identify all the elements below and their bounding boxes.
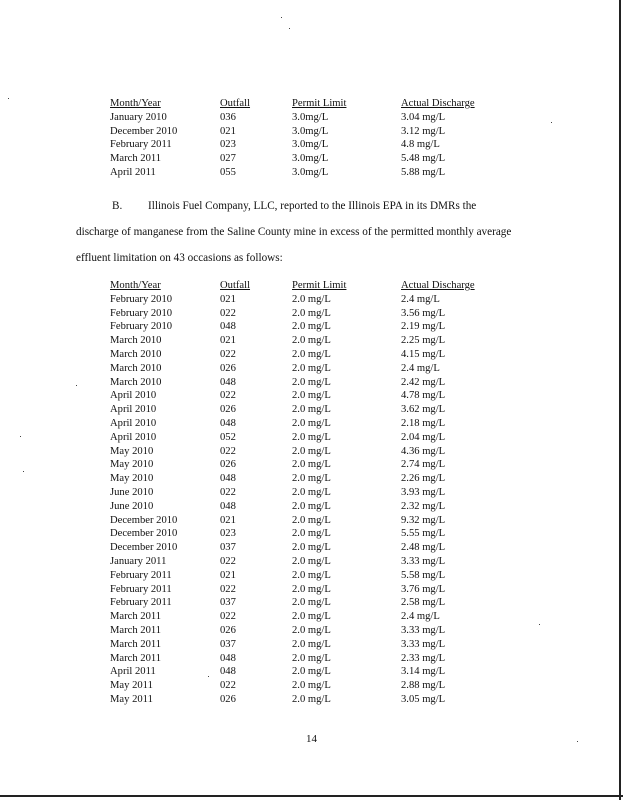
cell-month-year: December 2010 [110, 528, 178, 540]
table-row [110, 541, 511, 555]
paragraph-text-1: Illinois Fuel Company, LLC, reported to the Illinois EPA in its DMRs the [148, 200, 477, 212]
cell-actual-discharge: 2.25 mg/L [401, 335, 446, 347]
cell-outfall: 048 [220, 321, 236, 333]
cell-permit-limit: 2.0 mg/L [292, 666, 331, 678]
table-row [110, 348, 511, 362]
column-header-outfall: Outfall [220, 280, 251, 291]
cell-permit-limit: 3.0mg/L [292, 153, 329, 165]
scan-speck [20, 436, 21, 437]
cell-actual-discharge: 3.04 mg/L [401, 111, 446, 123]
cell-permit-limit: 2.0 mg/L [292, 459, 331, 471]
cell-permit-limit: 2.0 mg/L [292, 583, 331, 595]
cell-permit-limit: 3.0mg/L [292, 166, 329, 178]
cell-actual-discharge: 3.05 mg/L [401, 693, 446, 705]
cell-actual-discharge: 2.26 mg/L [401, 473, 446, 485]
table-row [110, 693, 511, 707]
cell-outfall: 022 [220, 611, 236, 623]
paragraph-line-3: effluent limitation on 43 occasions as follows: [76, 252, 283, 264]
cell-month-year: May 2011 [110, 693, 153, 705]
cell-month-year: December 2010 [110, 125, 178, 137]
column-header-actual-discharge: Actual Discharge [401, 280, 475, 291]
cell-month-year: May 2011 [110, 680, 153, 692]
cell-permit-limit: 2.0 mg/L [292, 404, 331, 416]
cell-permit-limit: 2.0 mg/L [292, 486, 331, 498]
cell-actual-discharge: 3.56 mg/L [401, 307, 446, 319]
cell-month-year: March 2010 [110, 362, 162, 374]
cell-permit-limit: 2.0 mg/L [292, 555, 331, 567]
table-row [110, 152, 511, 166]
cell-month-year: March 2011 [110, 652, 162, 664]
cell-permit-limit: 2.0 mg/L [292, 680, 331, 692]
cell-month-year: April 2010 [110, 404, 157, 416]
table-row [110, 652, 511, 666]
cell-permit-limit: 3.0mg/L [292, 139, 329, 151]
cell-permit-limit: 2.0 mg/L [292, 390, 331, 402]
cell-actual-discharge: 2.32 mg/L [401, 500, 446, 512]
cell-outfall: 036 [220, 111, 236, 123]
cell-outfall: 022 [220, 445, 236, 457]
cell-permit-limit: 2.0 mg/L [292, 597, 331, 609]
exceedance-table-1 [110, 97, 511, 180]
scan-speck [281, 17, 282, 18]
cell-month-year: February 2011 [110, 569, 172, 581]
cell-month-year: May 2010 [110, 459, 154, 471]
cell-outfall: 021 [220, 569, 236, 581]
table-body [110, 293, 511, 707]
table-row [110, 445, 511, 459]
table-row [110, 679, 511, 693]
scan-speck [23, 471, 24, 472]
cell-month-year: February 2011 [110, 597, 172, 609]
table-row [110, 569, 511, 583]
cell-outfall: 021 [220, 335, 236, 347]
cell-month-year: June 2010 [110, 500, 154, 512]
cell-month-year: March 2011 [110, 153, 162, 165]
cell-outfall: 026 [220, 693, 236, 705]
table-row [110, 596, 511, 610]
cell-outfall: 022 [220, 555, 236, 567]
table-row [110, 389, 511, 403]
cell-actual-discharge: 5.55 mg/L [401, 528, 446, 540]
cell-actual-discharge: 4.8 mg/L [401, 139, 440, 151]
cell-actual-discharge: 3.76 mg/L [401, 583, 446, 595]
cell-outfall: 026 [220, 624, 236, 636]
cell-outfall: 048 [220, 652, 236, 664]
paragraph-line-1 [112, 200, 592, 212]
scan-speck [289, 28, 290, 29]
cell-month-year: February 2011 [110, 139, 172, 151]
cell-actual-discharge: 3.14 mg/L [401, 666, 446, 678]
table-row [110, 376, 511, 390]
scan-border-right [619, 0, 621, 800]
cell-permit-limit: 2.0 mg/L [292, 638, 331, 650]
cell-actual-discharge: 4.15 mg/L [401, 348, 446, 360]
cell-actual-discharge: 3.33 mg/L [401, 624, 446, 636]
cell-outfall: 026 [220, 459, 236, 471]
cell-actual-discharge: 2.33 mg/L [401, 652, 446, 664]
cell-actual-discharge: 2.48 mg/L [401, 542, 446, 554]
cell-month-year: April 2010 [110, 417, 157, 429]
cell-outfall: 023 [220, 139, 236, 151]
cell-permit-limit: 2.0 mg/L [292, 514, 331, 526]
table-row [110, 307, 511, 321]
cell-outfall: 021 [220, 125, 236, 137]
cell-month-year: May 2010 [110, 445, 154, 457]
column-header-permit-limit: Permit Limit [292, 280, 347, 291]
cell-month-year: February 2010 [110, 293, 173, 305]
cell-outfall: 023 [220, 528, 236, 540]
cell-permit-limit: 2.0 mg/L [292, 335, 331, 347]
table-row [110, 527, 511, 541]
cell-actual-discharge: 3.33 mg/L [401, 555, 446, 567]
cell-outfall: 048 [220, 473, 236, 485]
cell-month-year: April 2010 [110, 390, 157, 402]
cell-month-year: March 2011 [110, 638, 162, 650]
cell-month-year: February 2010 [110, 321, 173, 333]
cell-actual-discharge: 2.42 mg/L [401, 376, 446, 388]
cell-outfall: 048 [220, 500, 236, 512]
cell-permit-limit: 2.0 mg/L [292, 500, 331, 512]
cell-outfall: 037 [220, 542, 236, 554]
table-header-row [110, 97, 511, 111]
cell-actual-discharge: 2.4 mg/L [401, 362, 440, 374]
table-row [110, 500, 511, 514]
cell-permit-limit: 3.0mg/L [292, 125, 329, 137]
scan-speck [551, 122, 552, 123]
table-row [110, 362, 511, 376]
cell-outfall: 027 [220, 153, 236, 165]
table-row [110, 638, 511, 652]
cell-outfall: 021 [220, 514, 236, 526]
cell-permit-limit: 2.0 mg/L [292, 693, 331, 705]
cell-outfall: 026 [220, 404, 236, 416]
table-row [110, 514, 511, 528]
section-letter: B. [112, 200, 123, 212]
cell-month-year: December 2010 [110, 514, 178, 526]
cell-month-year: June 2010 [110, 486, 154, 498]
table-row [110, 320, 511, 334]
table-row [110, 138, 511, 152]
cell-month-year: December 2010 [110, 542, 178, 554]
cell-permit-limit: 2.0 mg/L [292, 445, 331, 457]
cell-actual-discharge: 2.19 mg/L [401, 321, 446, 333]
table-row [110, 334, 511, 348]
scan-speck [577, 741, 578, 742]
table-row [110, 403, 511, 417]
cell-actual-discharge: 2.4 mg/L [401, 293, 440, 305]
cell-actual-discharge: 3.33 mg/L [401, 638, 446, 650]
cell-month-year: March 2010 [110, 335, 162, 347]
cell-actual-discharge: 4.36 mg/L [401, 445, 446, 457]
cell-outfall: 048 [220, 376, 236, 388]
cell-actual-discharge: 2.04 mg/L [401, 431, 446, 443]
cell-outfall: 022 [220, 583, 236, 595]
table-row [110, 417, 511, 431]
cell-permit-limit: 2.0 mg/L [292, 321, 331, 333]
cell-month-year: January 2011 [110, 555, 167, 567]
cell-permit-limit: 2.0 mg/L [292, 652, 331, 664]
cell-actual-discharge: 5.88 mg/L [401, 166, 446, 178]
cell-permit-limit: 2.0 mg/L [292, 542, 331, 554]
cell-permit-limit: 2.0 mg/L [292, 569, 331, 581]
cell-actual-discharge: 2.4 mg/L [401, 611, 440, 623]
scan-speck [539, 624, 540, 625]
cell-outfall: 022 [220, 486, 236, 498]
table-row [110, 166, 511, 180]
cell-actual-discharge: 2.18 mg/L [401, 417, 446, 429]
scan-border-bottom [0, 795, 623, 797]
cell-permit-limit: 2.0 mg/L [292, 348, 331, 360]
cell-actual-discharge: 4.78 mg/L [401, 390, 446, 402]
cell-actual-discharge: 5.48 mg/L [401, 153, 446, 165]
table-row [110, 293, 511, 307]
cell-permit-limit: 2.0 mg/L [292, 376, 331, 388]
cell-outfall: 037 [220, 597, 236, 609]
cell-permit-limit: 2.0 mg/L [292, 417, 331, 429]
scan-speck [76, 385, 77, 386]
cell-outfall: 022 [220, 348, 236, 360]
table-row [110, 555, 511, 569]
paragraph-line-2: discharge of manganese from the Saline County mine in excess of the permitted monthly average [76, 226, 512, 238]
cell-permit-limit: 2.0 mg/L [292, 293, 331, 305]
table-row [110, 431, 511, 445]
page-number: 14 [306, 733, 317, 745]
cell-month-year: February 2011 [110, 583, 172, 595]
cell-month-year: February 2010 [110, 307, 173, 319]
table-row [110, 125, 511, 139]
cell-actual-discharge: 3.12 mg/L [401, 125, 446, 137]
cell-permit-limit: 2.0 mg/L [292, 528, 331, 540]
cell-month-year: April 2010 [110, 431, 157, 443]
column-header-actual-discharge: Actual Discharge [401, 98, 475, 109]
cell-outfall: 022 [220, 390, 236, 402]
cell-outfall: 022 [220, 680, 236, 692]
table-row [110, 111, 511, 125]
cell-month-year: May 2010 [110, 473, 154, 485]
table-row [110, 610, 511, 624]
cell-actual-discharge: 2.88 mg/L [401, 680, 446, 692]
table-row [110, 624, 511, 638]
table-row [110, 472, 511, 486]
column-header-month-year: Month/Year [110, 280, 161, 291]
cell-actual-discharge: 2.74 mg/L [401, 459, 446, 471]
exceedance-table-2 [110, 279, 511, 707]
cell-permit-limit: 3.0mg/L [292, 111, 329, 123]
cell-month-year: January 2010 [110, 111, 167, 123]
cell-outfall: 048 [220, 417, 236, 429]
cell-outfall: 021 [220, 293, 236, 305]
cell-outfall: 037 [220, 638, 236, 650]
table-row [110, 458, 511, 472]
cell-outfall: 055 [220, 166, 236, 178]
cell-permit-limit: 2.0 mg/L [292, 473, 331, 485]
cell-actual-discharge: 9.32 mg/L [401, 514, 446, 526]
cell-outfall: 052 [220, 431, 236, 443]
scan-speck [8, 98, 9, 99]
cell-month-year: March 2010 [110, 376, 162, 388]
cell-outfall: 048 [220, 666, 236, 678]
cell-month-year: March 2011 [110, 611, 162, 623]
column-header-month-year: Month/Year [110, 98, 161, 109]
cell-permit-limit: 2.0 mg/L [292, 307, 331, 319]
column-header-outfall: Outfall [220, 98, 251, 109]
table-row [110, 665, 511, 679]
cell-actual-discharge: 2.58 mg/L [401, 597, 446, 609]
table-row [110, 583, 511, 597]
cell-permit-limit: 2.0 mg/L [292, 362, 331, 374]
table-body [110, 111, 511, 180]
cell-actual-discharge: 3.62 mg/L [401, 404, 446, 416]
cell-month-year: March 2010 [110, 348, 162, 360]
table-row [110, 486, 511, 500]
cell-month-year: April 2011 [110, 166, 156, 178]
cell-month-year: April 2011 [110, 666, 156, 678]
cell-permit-limit: 2.0 mg/L [292, 431, 331, 443]
cell-actual-discharge: 3.93 mg/L [401, 486, 446, 498]
cell-permit-limit: 2.0 mg/L [292, 611, 331, 623]
column-header-permit-limit: Permit Limit [292, 98, 347, 109]
cell-outfall: 022 [220, 307, 236, 319]
cell-outfall: 026 [220, 362, 236, 374]
cell-month-year: March 2011 [110, 624, 162, 636]
scan-speck [208, 676, 209, 677]
table-header-row [110, 279, 511, 293]
cell-permit-limit: 2.0 mg/L [292, 624, 331, 636]
cell-actual-discharge: 5.58 mg/L [401, 569, 446, 581]
